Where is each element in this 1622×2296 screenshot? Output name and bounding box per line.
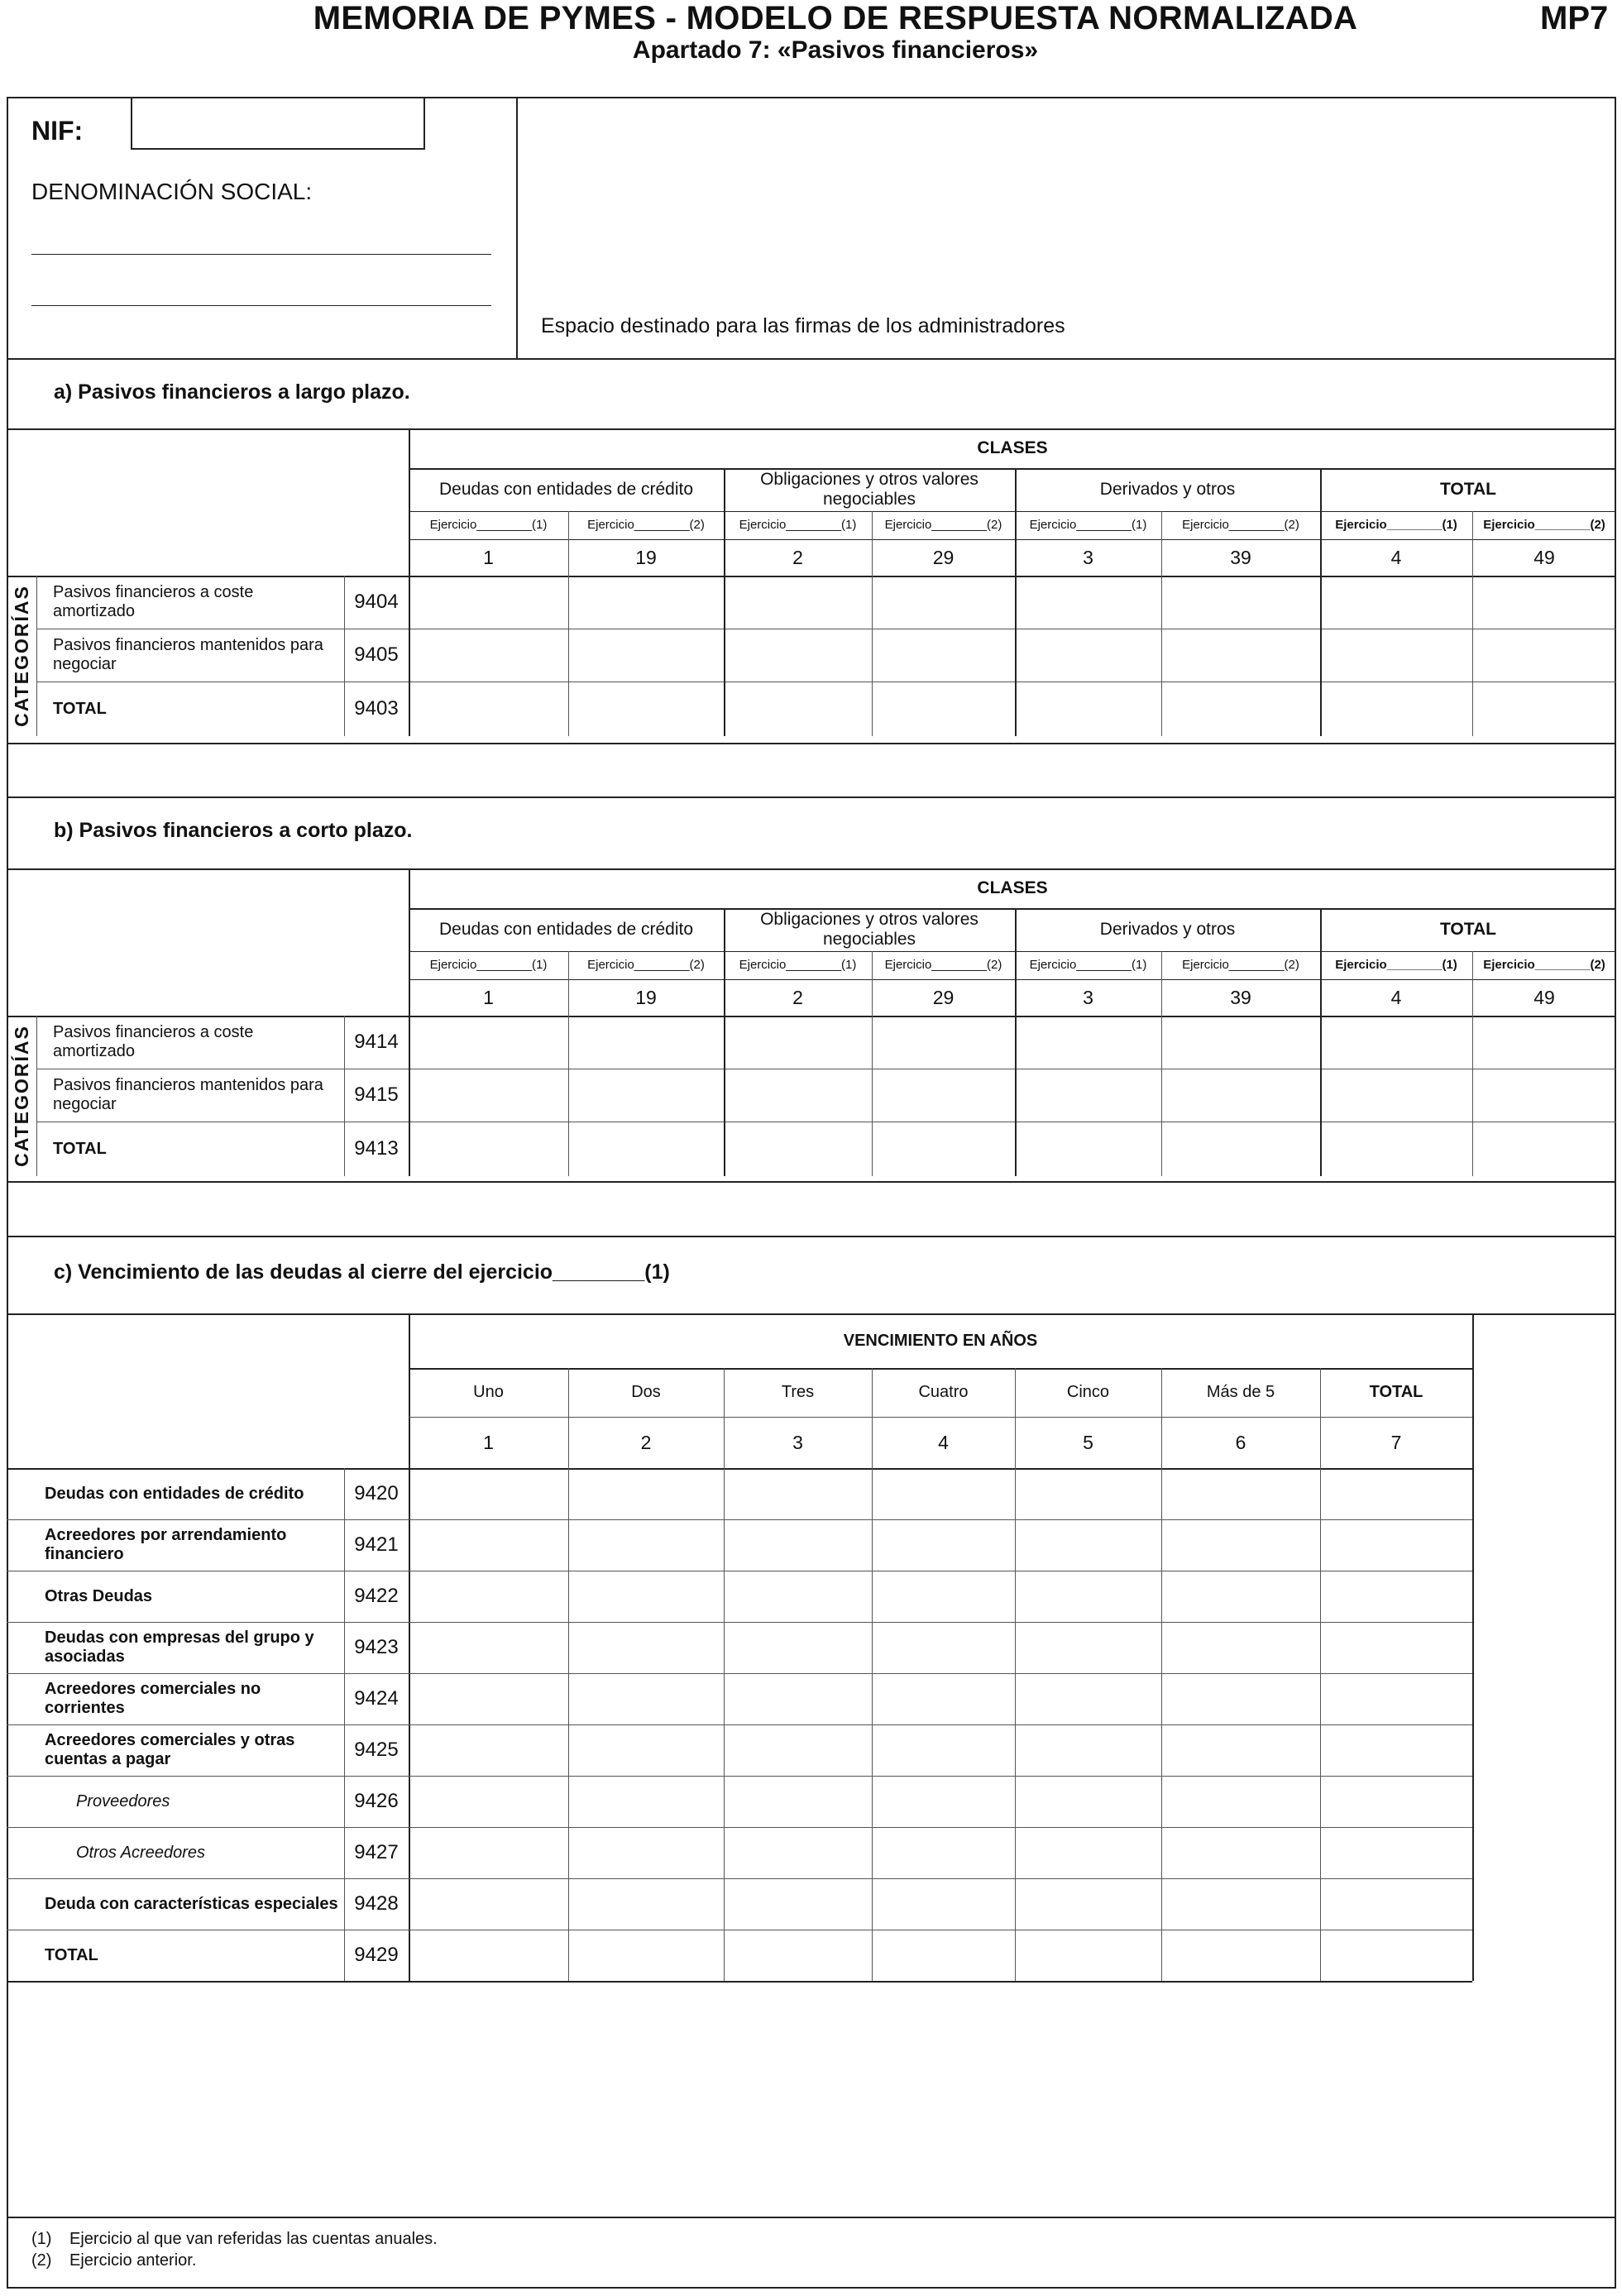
ejercicio-header[interactable]: Ejercicio________(1) xyxy=(1029,958,1147,973)
denominacion-line-2[interactable] xyxy=(31,305,491,306)
input-cell[interactable] xyxy=(725,1470,870,1518)
input-cell[interactable] xyxy=(410,1017,567,1067)
row-code: 9422 xyxy=(354,1585,399,1608)
class-group-header: Deudas con entidades de crédito xyxy=(438,479,694,499)
input-cell[interactable] xyxy=(725,1675,870,1723)
row-code: 9426 xyxy=(354,1790,399,1813)
input-cell[interactable] xyxy=(1163,1931,1318,1979)
input-cell[interactable] xyxy=(1163,1624,1318,1672)
input-cell[interactable] xyxy=(873,1931,1013,1979)
ejercicio-header[interactable]: Ejercicio________(2) xyxy=(1483,518,1605,533)
input-cell[interactable] xyxy=(1017,1521,1160,1569)
row-code: 9424 xyxy=(354,1687,399,1710)
input-cell[interactable] xyxy=(1322,1777,1471,1825)
vencimiento-column-header: Cuatro xyxy=(918,1383,969,1401)
input-cell[interactable] xyxy=(410,1726,567,1774)
vencimiento-row-label: Deuda con características especiales xyxy=(45,1894,338,1913)
categorias-label: CATEGORÍAS xyxy=(10,585,32,727)
input-cell[interactable] xyxy=(1163,1777,1318,1825)
input-cell[interactable] xyxy=(725,1123,870,1174)
row-code: 9420 xyxy=(354,1482,399,1505)
input-cell[interactable] xyxy=(570,1931,722,1979)
input-cell[interactable] xyxy=(570,1470,722,1518)
input-cell[interactable] xyxy=(1163,1726,1318,1774)
input-cell[interactable] xyxy=(570,630,722,680)
row-code: 9427 xyxy=(354,1841,399,1864)
vencimiento-column-header: Uno xyxy=(473,1383,504,1401)
input-cell[interactable] xyxy=(1163,1123,1318,1174)
page-title: MEMORIA DE PYMES - MODELO DE RESPUESTA NORMALIZADA xyxy=(313,0,1358,36)
input-cell[interactable] xyxy=(873,1123,1013,1174)
column-code: 39 xyxy=(1230,986,1251,1008)
row-code: 9414 xyxy=(354,1031,399,1054)
input-cell[interactable] xyxy=(1322,1675,1471,1723)
input-cell[interactable] xyxy=(1163,1521,1318,1569)
column-code: 5 xyxy=(1083,1431,1093,1453)
row-code: 9428 xyxy=(354,1892,399,1916)
input-cell[interactable] xyxy=(725,1521,870,1569)
vencimiento-column-header: Tres xyxy=(781,1383,815,1401)
row-code: 9415 xyxy=(354,1083,399,1107)
clases-header: CLASES xyxy=(977,438,1048,457)
ejercicio-header[interactable]: Ejercicio________(1) xyxy=(739,518,857,533)
class-group-header: Deudas con entidades de crédito xyxy=(438,919,694,939)
input-cell[interactable] xyxy=(873,1829,1013,1877)
input-cell[interactable] xyxy=(725,1624,870,1672)
column-code: 1 xyxy=(483,1431,494,1453)
input-cell[interactable] xyxy=(1017,1777,1160,1825)
input-cell[interactable] xyxy=(1163,1572,1318,1620)
input-cell[interactable] xyxy=(570,1521,722,1569)
input-cell[interactable] xyxy=(410,1880,567,1928)
input-cell[interactable] xyxy=(1163,1470,1318,1518)
input-cell[interactable] xyxy=(873,1777,1013,1825)
column-code: 3 xyxy=(1083,546,1093,568)
input-cell[interactable] xyxy=(1322,577,1471,627)
input-cell[interactable] xyxy=(1163,1675,1318,1723)
input-cell[interactable] xyxy=(1017,1880,1160,1928)
input-cell[interactable] xyxy=(1322,1572,1471,1620)
ejercicio-header[interactable]: Ejercicio________(1) xyxy=(429,958,548,973)
input-cell[interactable] xyxy=(410,577,567,627)
input-cell[interactable] xyxy=(1017,1572,1160,1620)
class-group-header: Obligaciones y otros valores negociables xyxy=(760,469,978,509)
footnote-1-num: (1) xyxy=(31,2230,52,2248)
column-code: 2 xyxy=(640,1431,652,1453)
input-cell[interactable] xyxy=(1017,1470,1160,1518)
ejercicio-header[interactable]: Ejercicio________(1) xyxy=(739,958,857,973)
id-divider xyxy=(516,97,518,358)
column-code: 6 xyxy=(1235,1431,1246,1453)
input-cell[interactable] xyxy=(1474,577,1615,627)
row-code: 9421 xyxy=(354,1533,399,1557)
row-label: TOTAL xyxy=(53,699,107,718)
vencimiento-column-header: Cinco xyxy=(1066,1383,1110,1401)
ejercicio-header[interactable]: Ejercicio________(1) xyxy=(429,518,548,533)
row-label: Pasivos financieros a coste amortizado xyxy=(53,583,254,620)
row-label: Pasivos financieros mantenidos para negociar xyxy=(53,1076,323,1113)
input-cell[interactable] xyxy=(410,1521,567,1569)
class-group-header: Obligaciones y otros valores negociables xyxy=(760,909,978,949)
section-a-title: a) Pasivos financieros a largo plazo. xyxy=(54,380,410,404)
input-cell[interactable] xyxy=(410,1777,567,1825)
input-cell[interactable] xyxy=(1017,577,1160,627)
class-group-header: Derivados y otros xyxy=(1099,919,1236,939)
input-cell[interactable] xyxy=(1322,630,1471,680)
row-label: Pasivos financieros mantenidos para negociar xyxy=(53,636,323,673)
column-code: 49 xyxy=(1533,546,1555,568)
input-cell[interactable] xyxy=(1322,1624,1471,1672)
input-cell[interactable] xyxy=(410,1070,567,1120)
input-cell[interactable] xyxy=(1322,1726,1471,1774)
vencimiento-row-label: Acreedores comerciales no corrientes xyxy=(45,1680,261,1717)
input-cell[interactable] xyxy=(1474,683,1615,734)
input-cell[interactable] xyxy=(410,1572,567,1620)
input-cell[interactable] xyxy=(570,1572,722,1620)
ejercicio-header[interactable]: Ejercicio________(2) xyxy=(884,518,1002,533)
vencimiento-row-label: Deudas con entidades de crédito xyxy=(45,1484,304,1503)
input-cell[interactable] xyxy=(1163,1070,1318,1120)
input-cell[interactable] xyxy=(570,1070,722,1120)
input-cell[interactable] xyxy=(1163,1017,1318,1067)
nif-label: NIF: xyxy=(31,116,84,146)
input-cell[interactable] xyxy=(1017,1017,1160,1067)
row-code: 9403 xyxy=(354,697,399,720)
row-code: 9404 xyxy=(354,591,399,614)
input-cell[interactable] xyxy=(1163,683,1318,734)
input-cell[interactable] xyxy=(570,1017,722,1067)
row-code: 9423 xyxy=(354,1636,399,1659)
row-code: 9429 xyxy=(354,1944,399,1967)
input-cell[interactable] xyxy=(1322,1470,1471,1518)
column-code: 39 xyxy=(1230,546,1251,568)
input-cell[interactable] xyxy=(570,1624,722,1672)
input-cell[interactable] xyxy=(1017,630,1160,680)
nif-input[interactable] xyxy=(131,97,425,150)
column-code: 4 xyxy=(938,1431,949,1453)
class-group-header: TOTAL xyxy=(1439,919,1497,939)
input-cell[interactable] xyxy=(410,1675,567,1723)
column-code: 29 xyxy=(932,546,955,568)
ejercicio-header[interactable]: Ejercicio________(1) xyxy=(1029,518,1147,533)
vencimiento-row-label: Acreedores por arrendamiento financiero xyxy=(45,1526,287,1563)
input-cell[interactable] xyxy=(725,1070,870,1120)
input-cell[interactable] xyxy=(725,1572,870,1620)
categorias-label: CATEGORÍAS xyxy=(10,1025,32,1167)
input-cell[interactable] xyxy=(570,1726,722,1774)
vencimiento-row-label: Proveedores xyxy=(76,1791,170,1810)
column-code: 4 xyxy=(1390,546,1402,568)
input-cell[interactable] xyxy=(725,577,870,627)
vencimiento-column-header: Dos xyxy=(631,1383,661,1401)
section-b-title: b) Pasivos financieros a corto plazo. xyxy=(54,819,413,842)
input-cell[interactable] xyxy=(1474,1070,1615,1120)
input-cell[interactable] xyxy=(410,1829,567,1877)
firmas-label: Espacio destinado para las firmas de los administradores xyxy=(541,314,1065,337)
row-code: 9413 xyxy=(354,1137,399,1160)
input-cell[interactable] xyxy=(873,1521,1013,1569)
input-cell[interactable] xyxy=(1017,1931,1160,1979)
input-cell[interactable] xyxy=(873,1572,1013,1620)
class-group-header: TOTAL xyxy=(1439,479,1497,499)
input-cell[interactable] xyxy=(1017,1123,1160,1174)
input-cell[interactable] xyxy=(725,1880,870,1928)
input-cell[interactable] xyxy=(1163,1829,1318,1877)
input-cell[interactable] xyxy=(1322,1829,1471,1877)
column-code: 2 xyxy=(792,986,803,1008)
input-cell[interactable] xyxy=(410,1470,567,1518)
column-code: 19 xyxy=(635,986,657,1008)
input-cell[interactable] xyxy=(1474,1017,1615,1067)
denominacion-line-1[interactable] xyxy=(31,254,491,255)
input-cell[interactable] xyxy=(873,1880,1013,1928)
input-cell[interactable] xyxy=(725,1829,870,1877)
vencimiento-row-label: TOTAL xyxy=(45,1945,98,1964)
input-cell[interactable] xyxy=(410,683,567,734)
page-subtitle: Apartado 7: «Pasivos financieros» xyxy=(632,36,1039,64)
vencimiento-row-label: Otros Acreedores xyxy=(76,1843,205,1862)
ejercicio-header[interactable]: Ejercicio________(2) xyxy=(1182,958,1299,973)
input-cell[interactable] xyxy=(873,577,1013,627)
input-cell[interactable] xyxy=(410,1123,567,1174)
ejercicio-header[interactable]: Ejercicio________(1) xyxy=(1335,518,1457,533)
vencimiento-row-label: Deudas con empresas del grupo y asociadas xyxy=(45,1629,314,1666)
input-cell[interactable] xyxy=(873,1017,1013,1067)
column-code: 29 xyxy=(932,986,955,1008)
input-cell[interactable] xyxy=(1322,683,1471,734)
column-code: 7 xyxy=(1390,1431,1402,1453)
input-cell[interactable] xyxy=(725,1931,870,1979)
ejercicio-header[interactable]: Ejercicio________(2) xyxy=(1182,518,1299,533)
input-cell[interactable] xyxy=(1017,1829,1160,1877)
section-c-title: c) Vencimiento de las deudas al cierre del ejercicio________(1) xyxy=(54,1260,670,1284)
input-cell[interactable] xyxy=(1322,1521,1471,1569)
input-cell[interactable] xyxy=(410,1624,567,1672)
input-cell[interactable] xyxy=(1017,1726,1160,1774)
column-code: 19 xyxy=(635,546,657,568)
vencimiento-row-label: Acreedores comerciales y otras cuentas a pagar xyxy=(45,1731,295,1768)
ejercicio-header[interactable]: Ejercicio________(2) xyxy=(1483,958,1605,973)
class-group-header: Derivados y otros xyxy=(1099,479,1236,499)
input-cell[interactable] xyxy=(1322,1017,1471,1067)
row-code: 9425 xyxy=(354,1739,399,1762)
row-code: 9405 xyxy=(354,643,399,667)
column-code: 1 xyxy=(483,986,494,1008)
input-cell[interactable] xyxy=(725,1726,870,1774)
column-code: 49 xyxy=(1533,986,1555,1008)
column-code: 3 xyxy=(792,1431,803,1453)
ejercicio-header[interactable]: Ejercicio________(2) xyxy=(587,518,705,533)
input-cell[interactable] xyxy=(410,1931,567,1979)
input-cell[interactable] xyxy=(1163,1880,1318,1928)
input-cell[interactable] xyxy=(725,683,870,734)
footnote-2-text: Ejercicio anterior. xyxy=(69,2251,197,2270)
input-cell[interactable] xyxy=(873,683,1013,734)
input-cell[interactable] xyxy=(1017,683,1160,734)
input-cell[interactable] xyxy=(570,1880,722,1928)
input-cell[interactable] xyxy=(1017,1675,1160,1723)
ejercicio-header[interactable]: Ejercicio________(2) xyxy=(587,958,705,973)
input-cell[interactable] xyxy=(873,1726,1013,1774)
input-cell[interactable] xyxy=(570,1675,722,1723)
input-cell[interactable] xyxy=(873,630,1013,680)
input-cell[interactable] xyxy=(570,577,722,627)
ejercicio-header[interactable]: Ejercicio________(2) xyxy=(884,958,1002,973)
input-cell[interactable] xyxy=(410,630,567,680)
column-code: 1 xyxy=(483,546,494,568)
input-cell[interactable] xyxy=(1017,1624,1160,1672)
input-cell[interactable] xyxy=(1017,1070,1160,1120)
input-cell[interactable] xyxy=(873,1675,1013,1723)
input-cell[interactable] xyxy=(570,1829,722,1877)
input-cell[interactable] xyxy=(873,1070,1013,1120)
clases-header: CLASES xyxy=(977,878,1048,897)
ejercicio-header[interactable]: Ejercicio________(1) xyxy=(1335,958,1457,973)
vencimiento-header: VENCIMIENTO EN AÑOS xyxy=(843,1331,1038,1350)
footnote-2-num: (2) xyxy=(31,2251,52,2270)
input-cell[interactable] xyxy=(1474,630,1615,680)
input-cell[interactable] xyxy=(725,630,870,680)
column-code: 2 xyxy=(792,546,803,568)
input-cell[interactable] xyxy=(1322,1070,1471,1120)
form-code: MP7 xyxy=(1540,0,1609,36)
row-label: TOTAL xyxy=(53,1139,107,1158)
input-cell[interactable] xyxy=(570,1123,722,1174)
vencimiento-column-header: TOTAL xyxy=(1369,1383,1423,1401)
input-cell[interactable] xyxy=(725,1017,870,1067)
input-cell[interactable] xyxy=(873,1470,1013,1518)
vencimiento-row-label: Otras Deudas xyxy=(45,1586,153,1605)
column-code: 4 xyxy=(1390,986,1402,1008)
vencimiento-column-header: Más de 5 xyxy=(1206,1383,1275,1401)
input-cell[interactable] xyxy=(1322,1880,1471,1928)
input-cell[interactable] xyxy=(1474,1123,1615,1174)
input-cell[interactable] xyxy=(1322,1123,1471,1174)
denominacion-label: DENOMINACIÓN SOCIAL: xyxy=(31,179,313,204)
input-cell[interactable] xyxy=(570,1777,722,1825)
input-cell[interactable] xyxy=(570,683,722,734)
input-cell[interactable] xyxy=(1163,630,1318,680)
column-code: 3 xyxy=(1083,986,1093,1008)
input-cell[interactable] xyxy=(1163,577,1318,627)
input-cell[interactable] xyxy=(1322,1931,1471,1979)
input-cell[interactable] xyxy=(725,1777,870,1825)
input-cell[interactable] xyxy=(873,1624,1013,1672)
row-label: Pasivos financieros a coste amortizado xyxy=(53,1023,254,1060)
footnote-1-text: Ejercicio al que van referidas las cuentas anuales. xyxy=(69,2230,438,2248)
